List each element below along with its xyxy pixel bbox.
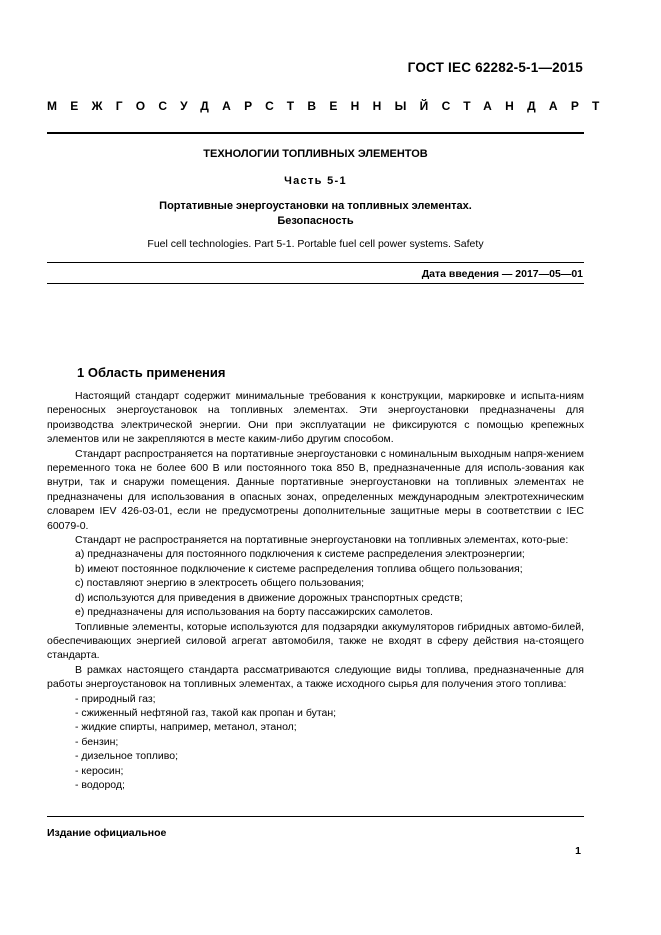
- paragraph: Стандарт не распространяется на портативные энергоустановки на топливных элементах, кото-рые:: [75, 534, 569, 547]
- list-item: d) используются для приведения в движение дорожных транспортных средств;: [75, 591, 463, 604]
- header-divider: [47, 132, 584, 134]
- fuel-item: - жидкие спирты, например, метанол, этанол;: [75, 721, 297, 734]
- footer-divider: [47, 816, 584, 817]
- list-item: b) имеют постоянное подключение к системе распределения топлива общего пользования;: [75, 562, 523, 575]
- fuel-item: - керосин;: [75, 764, 124, 777]
- subtitle-line-1: Портативные энергоустановки на топливных элементах.: [159, 200, 472, 212]
- standard-type: [47, 99, 613, 113]
- page-number: 1: [575, 845, 581, 857]
- subtitle-line-2: Безопасность: [277, 215, 354, 227]
- fuel-item: - природный газ;: [75, 692, 156, 705]
- fuel-item: - водород;: [75, 778, 125, 791]
- fuel-item: - бензин;: [75, 735, 119, 748]
- list-item: а) предназначены для постоянного подключения к системе распределения электроэнергии;: [75, 548, 525, 561]
- paragraph: Топливные элементы, которые используются для подзарядки аккумуляторов гибридных автомо-билей, обеспечивающих энергией силовой агрегат автомобиля, также не входят в сферу действия на-стоящего стандарта.: [47, 620, 584, 662]
- official-edition-label: Издание официальное: [47, 827, 167, 839]
- part-label: Часть 5-1: [284, 175, 347, 187]
- section-body: [47, 389, 584, 792]
- date-divider: [47, 283, 584, 284]
- standard-type-word1: МЕЖГОСУДАРСТВЕННЫЙ: [47, 99, 442, 113]
- fuel-item: - дизельное топливо;: [75, 750, 179, 763]
- list-item: c) поставляют энергию в электросеть общего пользования;: [75, 577, 365, 590]
- paragraph: В рамках настоящего стандарта рассматриваются следующие виды топлива, предназначенные для работы энергоустановок на топливных элементах, а также исходного сырья для получения этого топлива:: [47, 663, 584, 691]
- introduction-date: Дата введения — 2017—05—01: [421, 268, 583, 280]
- paragraph: Настоящий стандарт содержит минимальные требования к конструкции, маркировке и испыта-ниям переносных энергоустановок на топливных элементах. Эти энергоустановки предназначены для производства электрической энергии. Они при эксплуатации не фиксируются с помощью крепежных элементов или не закрепляются в месте каким-либо другим способом.: [47, 390, 584, 446]
- document-subtitle: [47, 199, 584, 229]
- paragraph: Стандарт распространяется на портативные энергоустановки с номинальным выходным напря-жением переменного тока не более 600 В или постоянного тока 850 В, предназначенные для исполь-зования как внутри, так и снаружи помещения. Данные портативные энергоустановки на топливных элементах не предназначены для использования в опасных зонах, определенных международным электротехническим словарем IEV 426-03-01, если не предусмотрены дополнительные защитные меры в соответствии с IEC 60079-0.: [47, 447, 584, 532]
- document-title: ТЕХНОЛОГИИ ТОПЛИВНЫХ ЭЛЕМЕНТОВ: [203, 148, 428, 160]
- list-item: e) предназначены для использования на борту пассажирских самолетов.: [75, 606, 433, 619]
- fuel-item: - сжиженный нефтяной газ, такой как пропан и бутан;: [75, 706, 337, 719]
- gost-identifier: ГОСТ IEC 62282-5-1—2015: [407, 60, 583, 75]
- standard-type-word2: СТАНДАРТ: [441, 99, 613, 113]
- title-divider: [47, 262, 584, 263]
- section-heading: 1 Область применения: [77, 365, 226, 380]
- english-title: Fuel cell technologies. Part 5-1. Portable fuel cell power systems. Safety: [147, 238, 484, 250]
